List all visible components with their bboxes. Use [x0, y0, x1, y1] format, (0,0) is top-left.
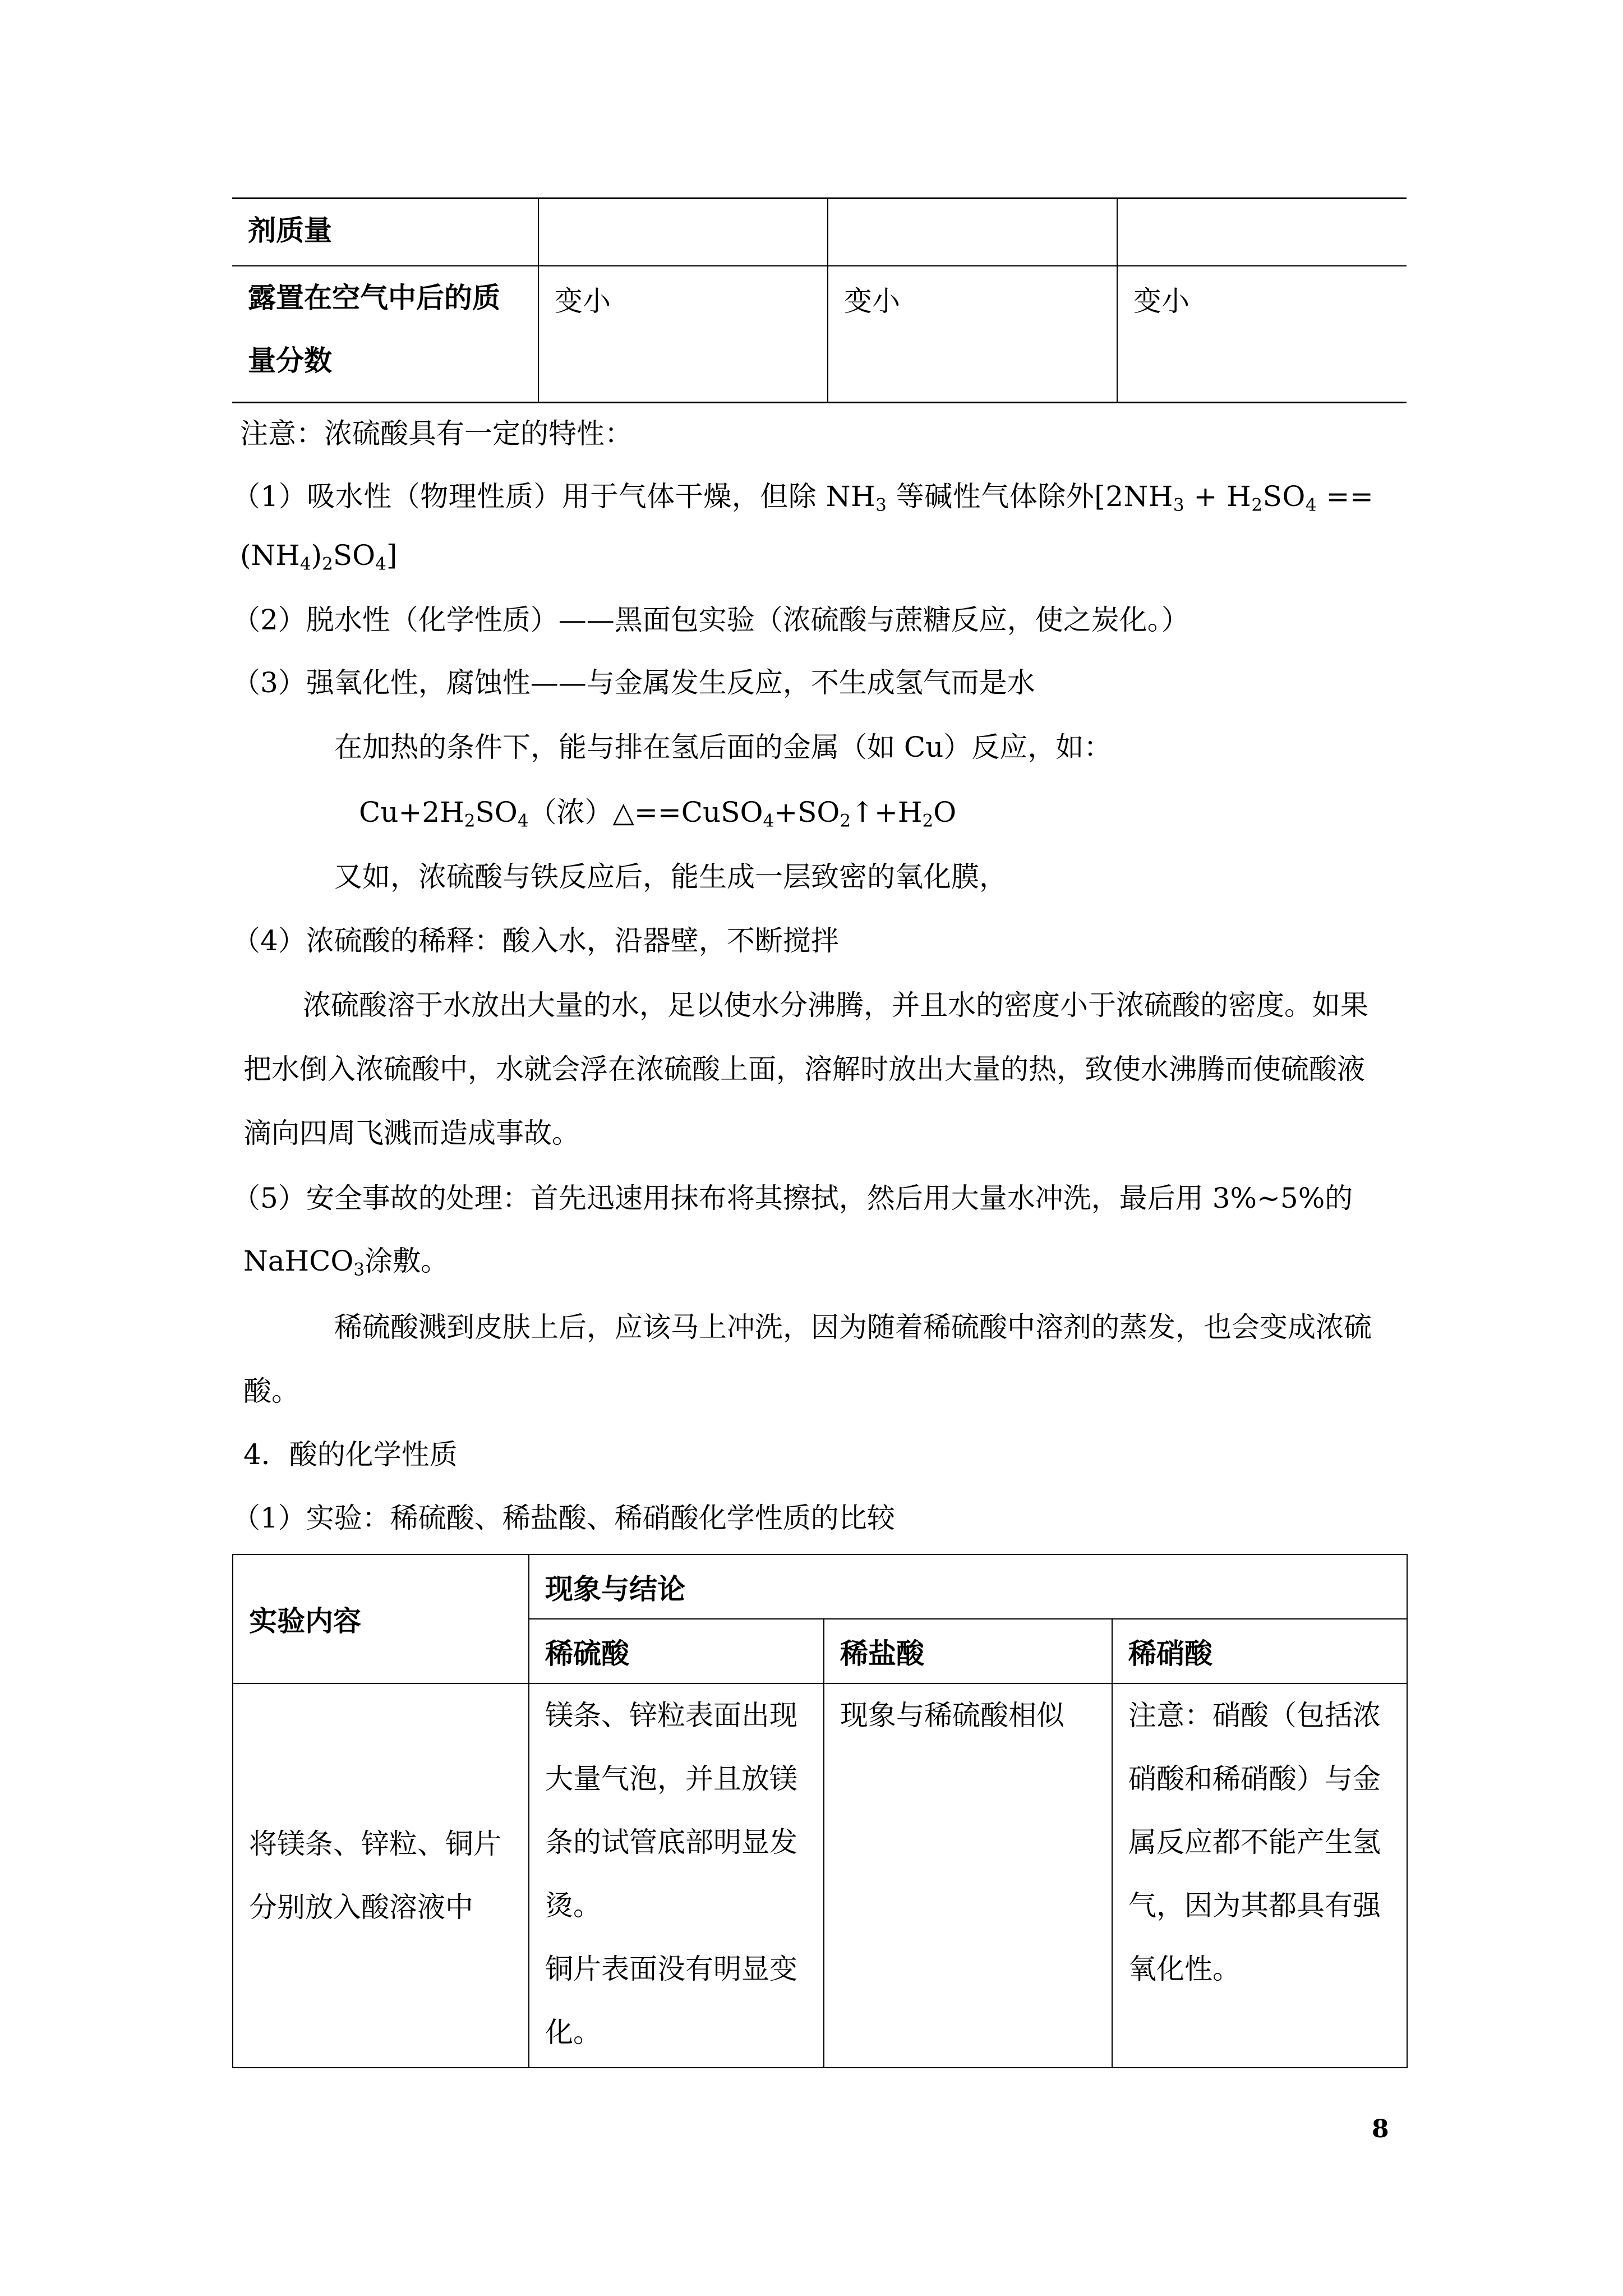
cell-line: 铜片表面没有明显变	[545, 1953, 797, 1985]
section-heading: 4．酸的化学性质	[243, 1438, 458, 1471]
note-paragraph: （1）吸水性（物理性质）用于气体干燥，但除 $NH_3$ 等碱性气体除外[$2NH_3 + H_2SO_4$ ==	[232, 480, 1374, 516]
cell-line: 注意：硝酸（包括浓	[1128, 1699, 1381, 1732]
row-label-line: 量分数	[248, 344, 332, 377]
cell-line: 镁条、锌粒表面出现	[545, 1699, 797, 1732]
notes-heading: 注意：浓硫酸具有一定的特性：	[240, 417, 633, 450]
table-cell	[1117, 199, 1407, 266]
cell-line: 属反应都不能产生氢	[1128, 1826, 1381, 1858]
cell-line: 烫。	[545, 1889, 601, 1922]
header-phenomena-conclusion: 现象与结论	[529, 1554, 1407, 1619]
table-cell: 变小	[538, 266, 828, 403]
properties-table	[232, 197, 1407, 403]
row-label-line: 将镁条、锌粒、铜片	[249, 1827, 501, 1860]
table-cell	[828, 199, 1117, 266]
note-paragraph: （3）强氧化性，腐蚀性——与金属发生反应，不生成氢气而是水	[232, 666, 1035, 699]
row-label: 剂质量	[232, 199, 538, 266]
table-cell	[529, 1683, 824, 2068]
note-paragraph: 在加热的条件下，能与排在氢后面的金属（如 Cu）反应，如：	[334, 731, 1112, 763]
header-dilute-sulfuric-acid: 稀硫酸	[529, 1619, 824, 1683]
header-dilute-hydrochloric-acid: 稀盐酸	[824, 1619, 1112, 1683]
table-row	[233, 1683, 1407, 2068]
table-row	[232, 266, 1407, 403]
row-label	[232, 266, 538, 403]
note-paragraph: NaHCO$_3$涂敷。	[243, 1245, 449, 1280]
table-cell: 变小	[1117, 266, 1407, 403]
chemical-equation: $Cu+2H_2SO_4$（浓）$\triangle==CuSO_4+SO_2↑+H_2O$	[359, 796, 957, 831]
cell-line: 大量气泡，并且放镁	[545, 1763, 797, 1795]
note-paragraph: 滴向四周飞溅而造成事故。	[243, 1117, 580, 1149]
note-paragraph: 稀硫酸溅到皮肤上后，应该马上冲洗，因为随着稀硫酸中溶剂的蒸发，也会变成浓硫	[334, 1311, 1372, 1343]
cell-line: 气，因为其都具有强	[1128, 1889, 1381, 1922]
header-experiment-content: 实验内容	[233, 1554, 529, 1683]
section-subheading: （1）实验：稀硫酸、稀盐酸、稀硝酸化学性质的比较	[232, 1502, 895, 1534]
table-row	[232, 199, 1407, 266]
note-paragraph: （2）脱水性（化学性质）——黑面包实验（浓硫酸与蔗糖反应，使之炭化。）	[232, 604, 1189, 636]
header-dilute-nitric-acid: 稀硝酸	[1112, 1619, 1407, 1683]
note-paragraph: $(NH_4)_2SO_4$]	[240, 539, 398, 574]
cell-line: 氧化性。	[1128, 1953, 1241, 1985]
table-cell: 变小	[828, 266, 1117, 403]
note-paragraph: （4）浓硫酸的稀释：酸入水，沿器壁，不断搅拌	[232, 924, 839, 957]
table-cell	[824, 1683, 1112, 2068]
note-paragraph: 浓硫酸溶于水放出大量的水，足以使水分沸腾，并且水的密度小于浓硫酸的密度。如果	[303, 989, 1368, 1022]
row-label	[233, 1683, 529, 2068]
cell-line: 硝酸和稀硝酸）与金	[1128, 1763, 1381, 1795]
cell-line: 化。	[545, 2016, 601, 2049]
row-label-line: 露置在空气中后的质	[248, 282, 500, 314]
experiment-table	[232, 1554, 1408, 2068]
table-header-row	[233, 1554, 1407, 1619]
note-paragraph: 把水倒入浓硫酸中，水就会浮在浓硫酸上面，溶解时放出大量的热，致使水沸腾而使硫酸液	[243, 1053, 1365, 1085]
note-paragraph: （5）安全事故的处理：首先迅速用抹布将其擦拭，然后用大量水冲洗，最后用 3%~5%的	[232, 1182, 1353, 1214]
note-paragraph: 又如，浓硫酸与铁反应后，能生成一层致密的氧化膜，	[334, 861, 1007, 893]
table-cell	[1112, 1683, 1407, 2068]
page-number: 8	[1372, 2115, 1389, 2143]
cell-line: 条的试管底部明显发	[545, 1826, 797, 1858]
note-paragraph: 酸。	[243, 1375, 299, 1407]
table-cell	[538, 199, 828, 266]
cell-line: 现象与稀硫酸相似	[840, 1699, 1064, 1732]
row-label-line: 分别放入酸溶液中	[249, 1890, 473, 1924]
